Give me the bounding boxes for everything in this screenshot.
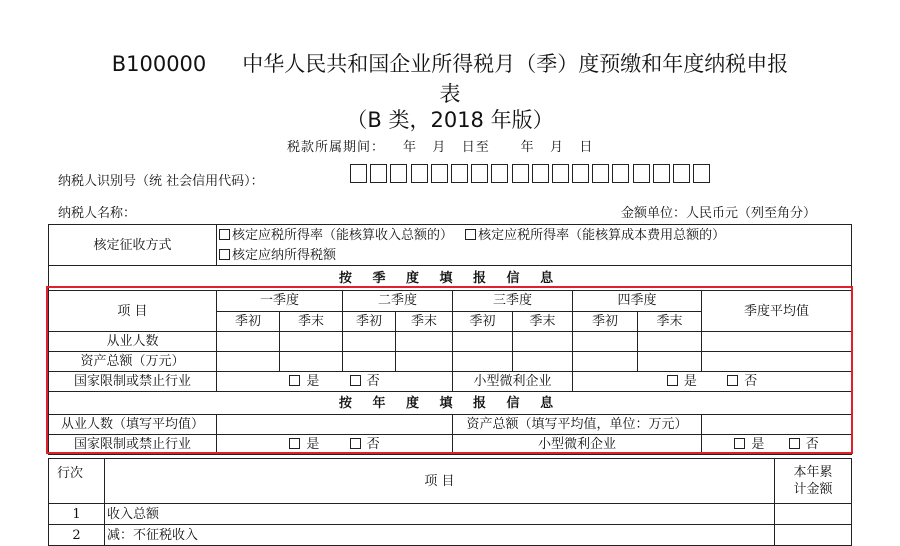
annual-small-yes-checkbox[interactable] [734, 438, 745, 449]
taxpayer-id-digit-box[interactable] [370, 164, 387, 183]
input-cell[interactable] [343, 332, 396, 352]
line-amount-input[interactable] [775, 504, 852, 525]
restricted-label: 国家限制或禁止行业 [49, 372, 217, 392]
annual-restricted-choice [217, 435, 453, 455]
annual-restricted-no-checkbox[interactable] [350, 438, 361, 449]
taxpayer-id-digit-box[interactable] [572, 164, 589, 183]
taxpayer-id-digit-box[interactable] [491, 164, 508, 183]
input-cell[interactable] [513, 332, 573, 352]
small-yes: 是 [683, 374, 697, 389]
q1-header: 一季度 [217, 291, 343, 312]
form-title-main: 中华人民共和国企业所得税月（季）度预缴和年度纳税申报 [242, 52, 789, 76]
taxpayer-id-digit-box[interactable] [532, 164, 549, 183]
tax-period-value[interactable]: 年 月 日至 年 月 日 [403, 140, 594, 155]
q3-start: 季初 [453, 311, 513, 332]
collection-option3: 核定应纳所得税额 [232, 248, 337, 264]
annual-assets-input[interactable] [702, 415, 852, 435]
taxpayer-id-digit-box[interactable] [612, 164, 629, 183]
taxpayer-name-label: 纳税人名称： [58, 206, 137, 221]
taxpayer-id-digit-box[interactable] [471, 164, 488, 183]
q1-end: 季末 [280, 311, 343, 332]
input-cell[interactable] [217, 352, 280, 372]
annual-restricted-label: 国家限制或禁止行业 [49, 435, 217, 455]
checkbox-option2[interactable] [465, 229, 476, 240]
input-cell[interactable] [453, 332, 513, 352]
annual-small-no: 否 [805, 437, 819, 452]
line-amount-header [775, 459, 852, 504]
small-label: 小型微利企业 [453, 372, 573, 392]
small-choice [573, 372, 852, 392]
q1-start: 季初 [217, 311, 280, 332]
annual-small-choice [702, 435, 852, 455]
amount-unit-label: 金额单位：人民币元（列至角分） [621, 206, 817, 221]
annual-restricted-yes-checkbox[interactable] [289, 438, 300, 449]
tax-period [287, 136, 593, 155]
taxpayer-id-digit-box[interactable] [431, 164, 448, 183]
input-cell[interactable] [396, 332, 453, 352]
small-no-checkbox[interactable] [727, 375, 738, 386]
annual-section-title: 按 年 度 填 报 信 息 [49, 392, 852, 415]
annual-small-label: 小型微利企业 [453, 435, 702, 455]
employees-label: 从业人数 [49, 332, 217, 352]
annual-employees-input[interactable] [217, 415, 453, 435]
input-cell[interactable] [343, 352, 396, 372]
average-header: 季度平均值 [702, 291, 852, 332]
checkbox-option1[interactable] [219, 229, 230, 240]
q2-end: 季末 [396, 311, 453, 332]
checkbox-option3[interactable] [219, 249, 230, 260]
taxpayer-id-digit-box[interactable] [411, 164, 428, 183]
annual-employees-label: 从业人数（填写平均值） [49, 415, 217, 435]
form-code: B100000 [111, 52, 207, 76]
taxpayer-id-digit-box[interactable] [693, 164, 710, 183]
taxpayer-id-boxes[interactable] [350, 164, 713, 183]
form-version: （B 类，2018 年版） [346, 108, 554, 132]
restricted-choice [217, 372, 453, 392]
employees-row [49, 332, 852, 352]
collection-method-label: 核定征收方式 [49, 225, 217, 266]
collection-option2: 核定应税所得率（能核算成本费用总额的） [478, 228, 726, 244]
taxpayer-id-label: 纳税人识别号（统 社会信用代码）： [58, 174, 264, 189]
taxpayer-id-digit-box[interactable] [552, 164, 569, 183]
table-row [49, 525, 852, 546]
taxpayer-id-digit-box[interactable] [653, 164, 670, 183]
q4-end: 季末 [638, 311, 702, 332]
annual-restricted-no: 否 [366, 437, 380, 452]
assets-label: 资产总额（万元） [49, 352, 217, 372]
line-no: 1 [49, 504, 105, 525]
collection-options-row2 [217, 246, 852, 265]
input-cell[interactable] [280, 352, 343, 372]
q4-start: 季初 [573, 311, 638, 332]
line-item: 减：不征税收入 [105, 525, 775, 546]
line-item-header: 项 目 [105, 459, 775, 504]
line-amount-header-2: 计金额 [793, 482, 833, 497]
taxpayer-id-digit-box[interactable] [350, 164, 367, 183]
q2-header: 二季度 [343, 291, 453, 312]
restricted-yes: 是 [306, 374, 320, 389]
form-title [0, 48, 900, 78]
input-cell[interactable] [638, 332, 702, 352]
input-cell[interactable] [513, 352, 573, 372]
item-header: 项 目 [49, 291, 217, 332]
input-cell[interactable] [573, 332, 638, 352]
annual-restricted-yes: 是 [306, 437, 320, 452]
line-amount-input[interactable] [775, 525, 852, 546]
taxpayer-id-digit-box[interactable] [451, 164, 468, 183]
quarterly-section-title: 按 季 度 填 报 信 息 [49, 266, 852, 291]
line-item: 收入总额 [105, 504, 775, 525]
taxpayer-id-digit-box[interactable] [390, 164, 407, 183]
form-title-tail: 表 [439, 82, 461, 106]
collection-options-row1 [217, 225, 852, 247]
taxpayer-id-digit-box[interactable] [673, 164, 690, 183]
input-cell[interactable] [280, 332, 343, 352]
annual-row1 [49, 415, 852, 435]
small-no: 否 [744, 374, 758, 389]
line-amount-header-1: 本年累 [793, 465, 833, 480]
small-yes-checkbox[interactable] [667, 375, 678, 386]
input-cell[interactable] [453, 352, 513, 372]
input-cell[interactable] [396, 352, 453, 372]
restricted-no-checkbox[interactable] [350, 375, 361, 386]
taxpayer-id-digit-box[interactable] [592, 164, 609, 183]
input-cell[interactable] [217, 332, 280, 352]
line-no-header: 行次 [49, 459, 105, 504]
input-cell[interactable] [573, 352, 638, 372]
restricted-row [49, 372, 852, 392]
assets-row [49, 352, 852, 372]
annual-assets-label: 资产总额（填写平均值，单位：万元） [453, 415, 702, 435]
annual-row2 [49, 435, 852, 455]
tax-period-label: 税款所属期间： [287, 140, 386, 155]
q3-header: 三季度 [453, 291, 573, 312]
restricted-yes-checkbox[interactable] [289, 375, 300, 386]
declaration-form [48, 224, 852, 455]
input-cell[interactable] [638, 352, 702, 372]
input-cell[interactable] [702, 332, 852, 352]
annual-small-no-checkbox[interactable] [789, 438, 800, 449]
q4-header: 四季度 [573, 291, 702, 312]
table-row [49, 504, 852, 525]
restricted-no: 否 [366, 374, 380, 389]
q2-start: 季初 [343, 311, 396, 332]
q3-end: 季末 [513, 311, 573, 332]
taxpayer-id-digit-box[interactable] [633, 164, 650, 183]
line-no: 2 [49, 525, 105, 546]
input-cell[interactable] [702, 352, 852, 372]
taxpayer-id-digit-box[interactable] [512, 164, 529, 183]
collection-option1: 核定应税所得率（能核算收入总额的） [232, 228, 454, 244]
annual-small-yes: 是 [751, 437, 765, 452]
line-items-table [48, 458, 852, 546]
